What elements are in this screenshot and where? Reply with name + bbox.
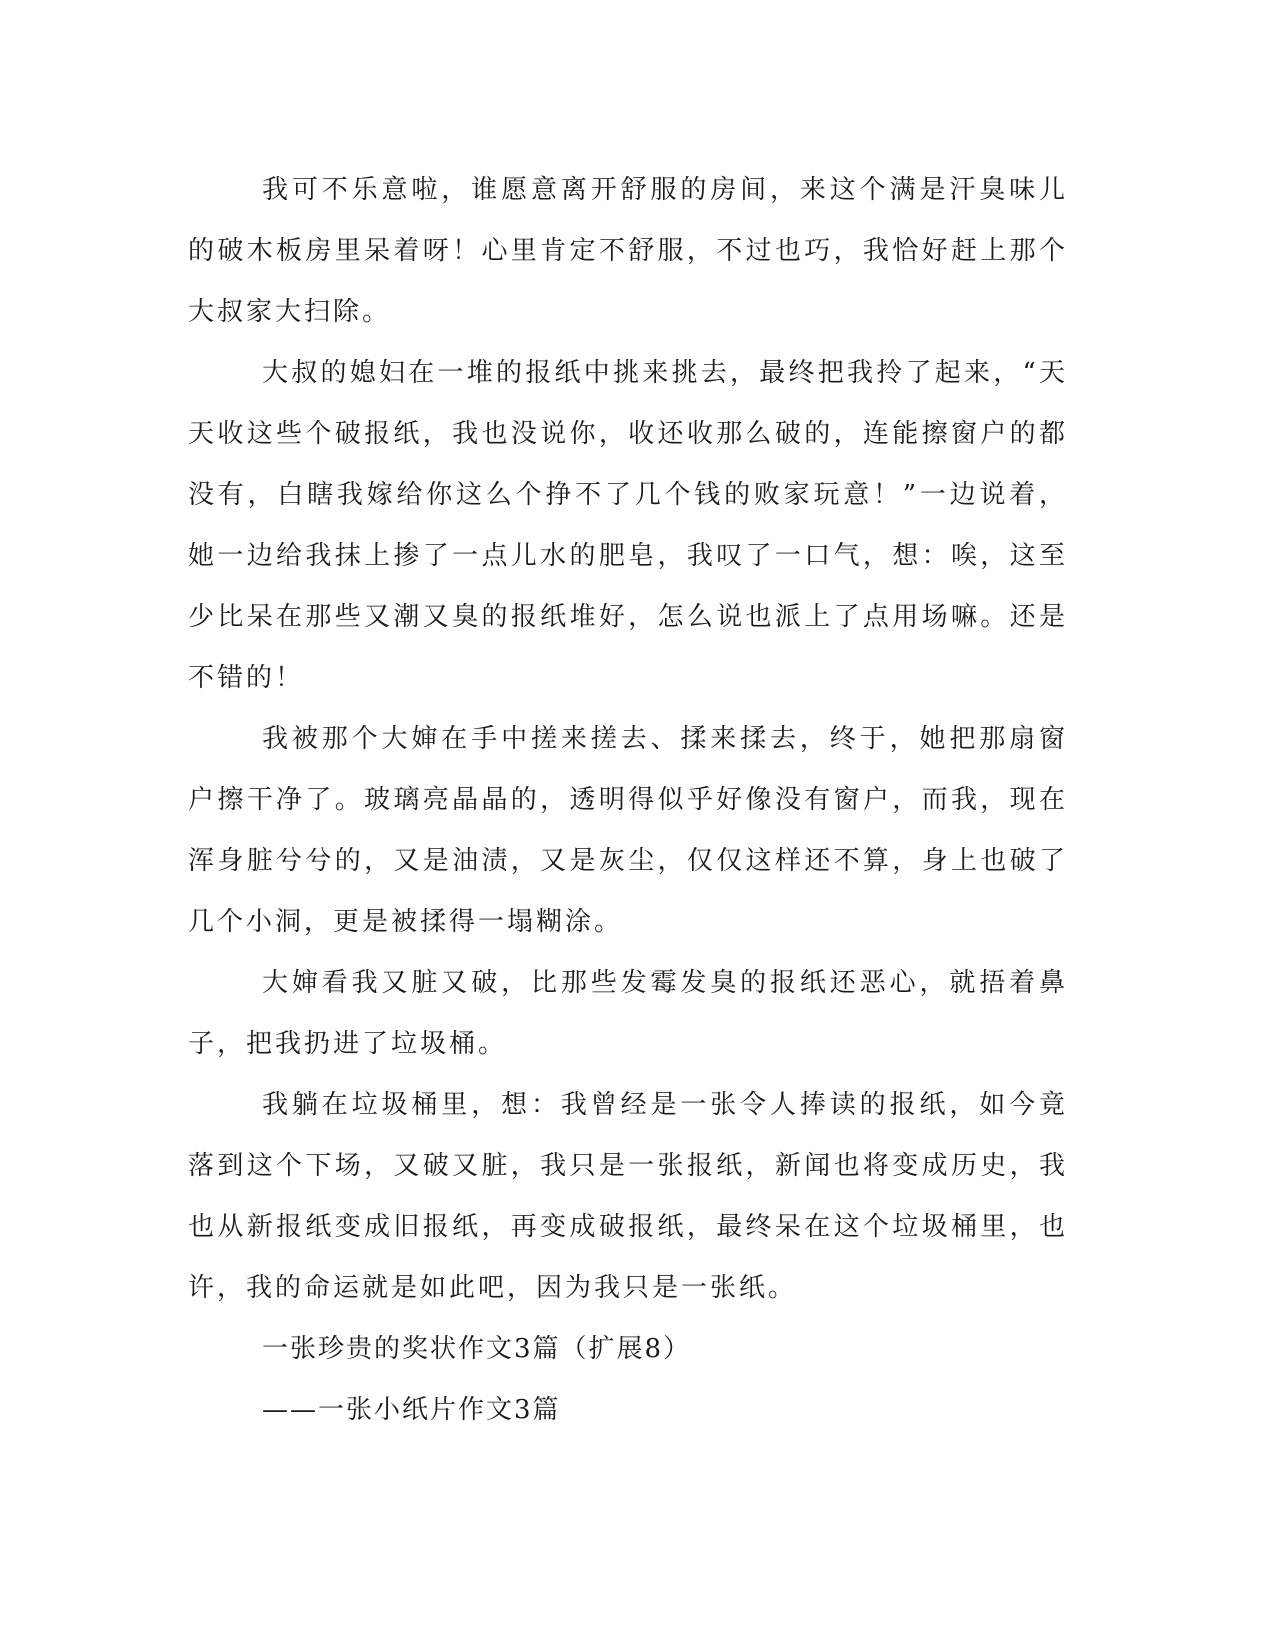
document-body [188, 160, 1068, 1441]
paragraph-5: 我躺在垃圾桶里，想：我曾经是一张令人捧读的报纸，如今竟落到这个下场，又破又脏，我只是一张报纸，新闻也将变成历史，我也从新报纸变成旧报纸，再变成破报纸，最终呆在这个垃圾桶里，也许，我的命运就是如此吧，因为我只是一张纸。 [188, 1090, 1068, 1303]
paragraph-1: 我可不乐意啦，谁愿意离开舒服的房间，来这个满是汗臭味儿的破木板房里呆着呀！心里肯定不舒服，不过也巧，我恰好赶上那个大叔家大扫除。 [188, 175, 1068, 327]
paragraph-3: 我被那个大婶在手中搓来搓去、揉来揉去，终于，她把那扇窗户擦干净了。玻璃亮晶晶的，透明得似乎好像没有窗户，而我，现在浑身脏兮兮的，又是油渍，又是灰尘，仅仅这样还不算，身上也破了几个小洞，更是被揉得一塌糊涂。 [188, 724, 1068, 937]
section-title: 一张珍贵的奖状作文3篇（扩展8） [262, 1334, 692, 1364]
section-subtitle: ——一张小纸片作文3篇 [262, 1395, 561, 1425]
paragraph-4: 大婶看我又脏又破，比那些发霉发臭的报纸还恶心，就捂着鼻子，把我扔进了垃圾桶。 [188, 968, 1068, 1059]
paragraph-2: 大叔的媳妇在一堆的报纸中挑来挑去，最终把我拎了起来，“天天收这些个破报纸，我也没说你，收还收那么破的，连能擦窗户的都没有，白瞎我嫁给你这么个挣不了几个钱的败家玩意！”一边说着，她一边给我抹上掺了一点儿水的肥皂，我叹了一口气，想：唉，这至少比呆在那些又潮又臭的报纸堆好，怎么说也派上了点用场嘛。还是不错的！ [188, 358, 1068, 693]
